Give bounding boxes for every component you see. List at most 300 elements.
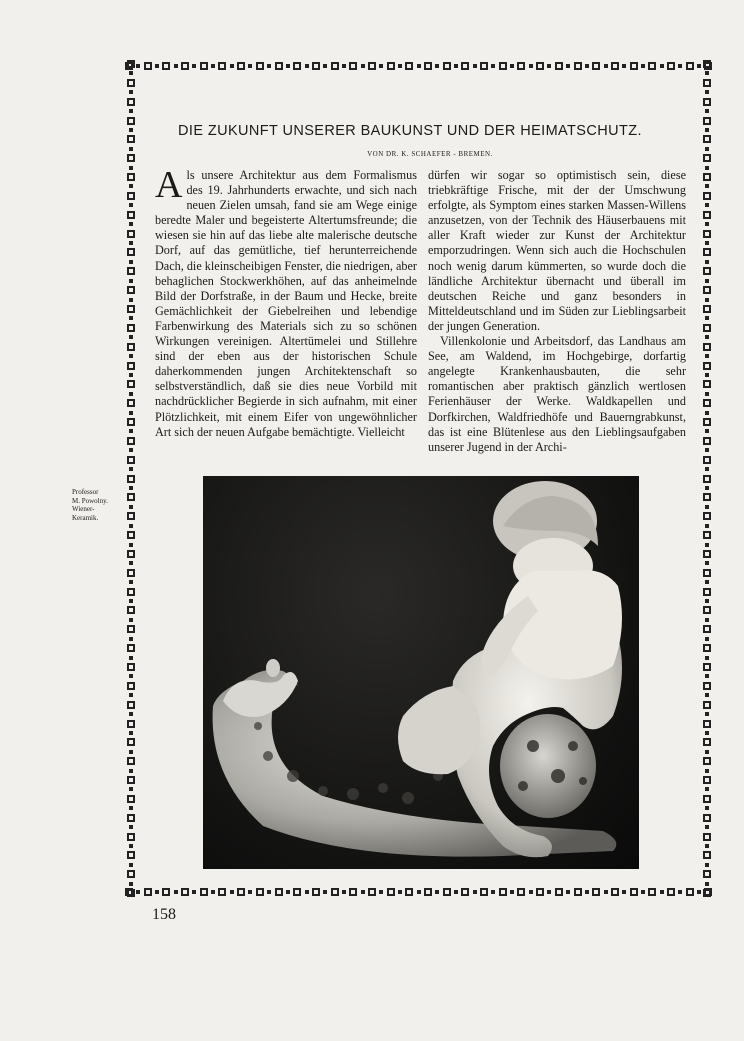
border-square-ornament (127, 644, 135, 652)
border-square-ornament (703, 418, 711, 426)
border-square-ornament (536, 888, 544, 896)
border-square-ornament (703, 79, 711, 87)
caption-line-4: Keramik. (72, 513, 99, 522)
photo-caption (72, 488, 132, 522)
article-byline: VON DR. K. SCHAEFER - BREMEN. (367, 150, 493, 158)
border-dot-ornament (529, 64, 533, 68)
border-dot-ornament (473, 890, 477, 894)
border-square-ornament (703, 606, 711, 614)
border-dot-ornament (129, 128, 133, 132)
border-square-ornament (703, 211, 711, 219)
border-square-ornament (574, 888, 582, 896)
border-dot-ornament (267, 890, 271, 894)
border-square-ornament (424, 62, 432, 70)
border-square-ornament (461, 62, 469, 70)
border-square-ornament (630, 888, 638, 896)
right-paragraph-2: Villenkolonie und Arbeitsdorf, das Landhaus am See, am Waldend, im Hochgebirge, dorfartig angelegte Krankenhausbauten, die sehr romantischen aber praktisch gänzlich wertlosen Ferienhäuser der Werke. Waldkapellen und Dorfkirchen, Waldfriedhöfe und Bauerngrabkunst, das ist eine Blütenlese aus den Lieblingsaufgaben unserer Jugend in der Archi- (428, 334, 686, 454)
border-dot-ornament (129, 543, 133, 547)
border-dot-ornament (705, 769, 709, 773)
border-square-ornament (648, 62, 656, 70)
border-dot-ornament (705, 693, 709, 697)
border-dot-ornament (129, 354, 133, 358)
border-dot-ornament (129, 882, 133, 886)
border-square-ornament (127, 98, 135, 106)
border-square-ornament (387, 888, 395, 896)
border-square-ornament (703, 475, 711, 483)
border-square-ornament (703, 173, 711, 181)
border-square-ornament (127, 776, 135, 784)
border-dot-ornament (129, 524, 133, 528)
border-square-ornament (127, 625, 135, 633)
border-dot-ornament (129, 712, 133, 716)
border-square-ornament (536, 62, 544, 70)
frame-border-left (125, 60, 137, 898)
border-square-ornament (667, 62, 675, 70)
border-square-ornament (480, 888, 488, 896)
border-square-ornament (127, 362, 135, 370)
border-dot-ornament (129, 674, 133, 678)
border-dot-ornament (129, 844, 133, 848)
border-square-ornament (127, 795, 135, 803)
border-dot-ornament (129, 580, 133, 584)
border-dot-ornament (211, 64, 215, 68)
border-dot-ornament (705, 750, 709, 754)
border-square-ornament (703, 60, 711, 68)
border-square-ornament (293, 888, 301, 896)
border-dot-ornament (129, 411, 133, 415)
border-square-ornament (703, 720, 711, 728)
border-dot-ornament (129, 769, 133, 773)
border-square-ornament (648, 888, 656, 896)
border-dot-ornament (660, 890, 664, 894)
border-dot-ornament (155, 890, 159, 894)
border-dot-ornament (705, 844, 709, 848)
border-dot-ornament (174, 64, 178, 68)
border-square-ornament (256, 62, 264, 70)
border-square-ornament (703, 795, 711, 803)
border-dot-ornament (705, 637, 709, 641)
border-dot-ornament (230, 890, 234, 894)
border-square-ornament (703, 380, 711, 388)
border-square-ornament (237, 62, 245, 70)
border-square-ornament (127, 248, 135, 256)
border-square-ornament (218, 888, 226, 896)
border-square-ornament (703, 531, 711, 539)
border-square-ornament (275, 888, 283, 896)
border-dot-ornament (286, 64, 290, 68)
border-square-ornament (592, 888, 600, 896)
border-square-ornament (127, 889, 135, 897)
border-square-ornament (703, 701, 711, 709)
border-square-ornament (630, 62, 638, 70)
border-dot-ornament (705, 354, 709, 358)
border-dot-ornament (705, 599, 709, 603)
border-square-ornament (703, 814, 711, 822)
border-dot-ornament (566, 64, 570, 68)
border-square-ornament (703, 625, 711, 633)
border-square-ornament (368, 62, 376, 70)
border-square-ornament (127, 475, 135, 483)
border-dot-ornament (641, 64, 645, 68)
border-square-ornament (703, 343, 711, 351)
caption-line-1: Professor (72, 488, 99, 496)
border-dot-ornament (129, 222, 133, 226)
border-dot-ornament (305, 890, 309, 894)
border-square-ornament (443, 888, 451, 896)
border-square-ornament (127, 550, 135, 558)
border-dot-ornament (248, 64, 252, 68)
border-square-ornament (480, 62, 488, 70)
border-dot-ornament (129, 109, 133, 113)
border-square-ornament (703, 192, 711, 200)
border-dot-ornament (705, 71, 709, 75)
border-square-ornament (162, 888, 170, 896)
border-dot-ornament (473, 64, 477, 68)
border-square-ornament (555, 888, 563, 896)
border-square-ornament (127, 588, 135, 596)
border-square-ornament (703, 286, 711, 294)
border-dot-ornament (398, 890, 402, 894)
border-dot-ornament (604, 64, 608, 68)
border-dot-ornament (510, 64, 514, 68)
border-dot-ornament (705, 806, 709, 810)
border-square-ornament (703, 154, 711, 162)
border-dot-ornament (622, 890, 626, 894)
border-dot-ornament (705, 580, 709, 584)
border-square-ornament (574, 62, 582, 70)
frame-border-right (701, 60, 713, 898)
border-dot-ornament (705, 411, 709, 415)
border-dot-ornament (435, 64, 439, 68)
border-square-ornament (499, 888, 507, 896)
border-dot-ornament (129, 203, 133, 207)
border-dot-ornament (129, 656, 133, 660)
border-square-ornament (127, 286, 135, 294)
border-dot-ornament (585, 64, 589, 68)
border-dot-ornament (129, 863, 133, 867)
border-dot-ornament (417, 64, 421, 68)
border-square-ornament (368, 888, 376, 896)
border-dot-ornament (192, 64, 196, 68)
border-dot-ornament (129, 241, 133, 245)
border-dot-ornament (678, 64, 682, 68)
border-square-ornament (703, 757, 711, 765)
border-dot-ornament (129, 316, 133, 320)
border-square-ornament (349, 62, 357, 70)
border-square-ornament (443, 62, 451, 70)
border-square-ornament (703, 870, 711, 878)
border-dot-ornament (705, 392, 709, 396)
frame-border-top (125, 60, 713, 72)
border-dot-ornament (342, 890, 346, 894)
border-dot-ornament (660, 64, 664, 68)
border-dot-ornament (705, 147, 709, 151)
border-dot-ornament (417, 890, 421, 894)
border-dot-ornament (705, 241, 709, 245)
border-dot-ornament (323, 64, 327, 68)
border-dot-ornament (129, 561, 133, 565)
border-square-ornament (703, 663, 711, 671)
border-dot-ornament (230, 64, 234, 68)
border-square-ornament (162, 62, 170, 70)
border-square-ornament (686, 888, 694, 896)
border-dot-ornament (705, 109, 709, 113)
border-dot-ornament (454, 64, 458, 68)
border-square-ornament (127, 418, 135, 426)
border-square-ornament (517, 888, 525, 896)
border-dot-ornament (705, 863, 709, 867)
border-square-ornament (703, 230, 711, 238)
border-dot-ornament (129, 392, 133, 396)
border-square-ornament (703, 493, 711, 501)
border-dot-ornament (129, 618, 133, 622)
border-dot-ornament (705, 712, 709, 716)
border-square-ornament (127, 324, 135, 332)
border-square-ornament (127, 814, 135, 822)
border-square-ornament (592, 62, 600, 70)
border-dot-ornament (491, 64, 495, 68)
border-square-ornament (127, 154, 135, 162)
border-square-ornament (703, 305, 711, 313)
border-dot-ornament (705, 524, 709, 528)
border-square-ornament (703, 456, 711, 464)
border-square-ornament (127, 135, 135, 143)
border-square-ornament (144, 62, 152, 70)
border-square-ornament (275, 62, 283, 70)
border-dot-ornament (705, 731, 709, 735)
border-square-ornament (200, 888, 208, 896)
border-square-ornament (218, 62, 226, 70)
border-dot-ornament (174, 890, 178, 894)
border-dot-ornament (705, 448, 709, 452)
border-square-ornament (387, 62, 395, 70)
border-dot-ornament (622, 64, 626, 68)
border-square-ornament (703, 135, 711, 143)
border-square-ornament (127, 305, 135, 313)
border-square-ornament (127, 851, 135, 859)
border-dot-ornament (705, 882, 709, 886)
border-square-ornament (293, 62, 301, 70)
border-dot-ornament (211, 890, 215, 894)
text-column-right (428, 168, 686, 455)
border-square-ornament (127, 663, 135, 671)
border-dot-ornament (510, 890, 514, 894)
border-dot-ornament (129, 448, 133, 452)
border-dot-ornament (129, 806, 133, 810)
sculpture-illustration (203, 476, 639, 869)
border-dot-ornament (129, 731, 133, 735)
border-dot-ornament (129, 599, 133, 603)
border-dot-ornament (566, 890, 570, 894)
border-dot-ornament (705, 260, 709, 264)
border-square-ornament (127, 701, 135, 709)
border-square-ornament (127, 738, 135, 746)
border-dot-ornament (379, 64, 383, 68)
drop-cap: A (155, 164, 183, 206)
border-dot-ornament (705, 184, 709, 188)
border-dot-ornament (705, 543, 709, 547)
border-square-ornament (703, 588, 711, 596)
border-square-ornament (127, 606, 135, 614)
border-dot-ornament (267, 64, 271, 68)
border-dot-ornament (705, 279, 709, 283)
border-dot-ornament (529, 890, 533, 894)
border-dot-ornament (129, 166, 133, 170)
border-square-ornament (127, 230, 135, 238)
border-square-ornament (461, 888, 469, 896)
border-square-ornament (405, 888, 413, 896)
frame-border-bottom (125, 886, 713, 898)
text-column-left (155, 164, 417, 440)
border-dot-ornament (705, 166, 709, 170)
border-dot-ornament (705, 373, 709, 377)
border-square-ornament (517, 62, 525, 70)
border-dot-ornament (705, 618, 709, 622)
border-square-ornament (703, 117, 711, 125)
border-square-ornament (237, 888, 245, 896)
border-square-ornament (703, 512, 711, 520)
border-square-ornament (703, 248, 711, 256)
border-square-ornament (127, 117, 135, 125)
border-square-ornament (256, 888, 264, 896)
article-title: DIE ZUKUNFT UNSERER BAUKUNST UND DER HEIMATSCHUTZ. (178, 123, 642, 139)
caption-line-3: Wiener- (72, 505, 95, 513)
border-dot-ornament (435, 890, 439, 894)
border-dot-ornament (705, 561, 709, 565)
border-square-ornament (331, 888, 339, 896)
border-dot-ornament (248, 890, 252, 894)
border-square-ornament (667, 888, 675, 896)
border-dot-ornament (705, 335, 709, 339)
border-dot-ornament (705, 674, 709, 678)
border-square-ornament (611, 62, 619, 70)
border-square-ornament (127, 173, 135, 181)
border-dot-ornament (129, 637, 133, 641)
border-dot-ornament (547, 64, 551, 68)
border-dot-ornament (641, 890, 645, 894)
border-square-ornament (703, 437, 711, 445)
border-square-ornament (312, 62, 320, 70)
border-square-ornament (686, 62, 694, 70)
border-square-ornament (703, 738, 711, 746)
border-dot-ornament (361, 64, 365, 68)
border-square-ornament (703, 362, 711, 370)
border-square-ornament (127, 456, 135, 464)
border-dot-ornament (705, 467, 709, 471)
border-dot-ornament (342, 64, 346, 68)
border-dot-ornament (129, 825, 133, 829)
border-dot-ornament (305, 64, 309, 68)
border-square-ornament (611, 888, 619, 896)
ceramic-sculpture-photo (203, 476, 639, 869)
border-dot-ornament (129, 429, 133, 433)
border-square-ornament (127, 720, 135, 728)
border-dot-ornament (129, 467, 133, 471)
border-dot-ornament (705, 203, 709, 207)
border-square-ornament (127, 60, 135, 68)
border-dot-ornament (286, 890, 290, 894)
border-dot-ornament (705, 90, 709, 94)
border-dot-ornament (454, 890, 458, 894)
border-square-ornament (127, 399, 135, 407)
border-square-ornament (127, 79, 135, 87)
border-square-ornament (127, 682, 135, 690)
border-dot-ornament (129, 298, 133, 302)
border-dot-ornament (705, 128, 709, 132)
border-dot-ornament (585, 890, 589, 894)
border-square-ornament (349, 888, 357, 896)
border-square-ornament (127, 531, 135, 539)
border-dot-ornament (705, 486, 709, 490)
border-dot-ornament (678, 890, 682, 894)
border-square-ornament (703, 267, 711, 275)
border-dot-ornament (705, 787, 709, 791)
border-dot-ornament (705, 222, 709, 226)
border-square-ornament (127, 267, 135, 275)
border-dot-ornament (192, 890, 196, 894)
border-square-ornament (127, 211, 135, 219)
border-dot-ornament (129, 279, 133, 283)
border-square-ornament (127, 870, 135, 878)
border-square-ornament (424, 888, 432, 896)
border-dot-ornament (155, 64, 159, 68)
border-square-ornament (703, 98, 711, 106)
border-dot-ornament (705, 505, 709, 509)
left-column-text: ls unsere Architektur aus dem Formalismus des 19. Jahrhunderts erwachte, und sich nach neuen Zielen umsah, fand sie am Wege einige beredte Maler und begeisterte Altertumsfreunde; die wiesen sie hin auf das liebe alte malerische deutsche Dorf, auf das gemütliche, tief herunterreichende Dach, die kleinscheibigen Fenster, die niedrigen, aber behaglichen Stockwerkhöhen, auf das anheimelnde Bild der Dorfstraße, in der Baum und Hecke, breite Gemächlichkeit der Giebelreihen und lebendige Farbenwirkung des Materials sich zu so schönen Wirkungen vereinigen. Altertümelei und Stillehre sind der eben aus der historischen Schule daherkommenden jungen Architektenschaft so selbstverständlich, daß sie dies neue Vorbild mit nachdrücklicher Begierde in sich aufnahm, mit einer Plötzlichkeit, mit einem Eifer von ungewöhnlicher Art sich der neuen Aufgabe bemächtigte. Vielleicht (155, 168, 417, 439)
border-square-ornament (127, 569, 135, 577)
border-square-ornament (703, 776, 711, 784)
border-dot-ornament (129, 693, 133, 697)
border-dot-ornament (705, 825, 709, 829)
border-dot-ornament (129, 787, 133, 791)
border-dot-ornament (129, 335, 133, 339)
border-dot-ornament (129, 184, 133, 188)
border-square-ornament (703, 833, 711, 841)
border-dot-ornament (129, 750, 133, 754)
border-square-ornament (200, 62, 208, 70)
border-square-ornament (703, 851, 711, 859)
border-dot-ornament (323, 890, 327, 894)
border-square-ornament (499, 62, 507, 70)
border-square-ornament (703, 682, 711, 690)
caption-line-2: M. Powolny. (72, 496, 108, 505)
border-square-ornament (703, 324, 711, 332)
border-dot-ornament (129, 373, 133, 377)
border-dot-ornament (705, 656, 709, 660)
border-dot-ornament (398, 64, 402, 68)
border-square-ornament (181, 62, 189, 70)
right-paragraph-1: dürfen wir sogar so optimistisch sein, diese triebkräftige Frische, mit der der Umschwung erfolgte, als Symptom eines starken Massen-Willens anzusetzen, von der Technik des Häuserbauens mit aller Kraft wieder zur Kunst der Architektur emporzudringen. Wenn sich auch die Hochschulen noch wenig darum kümmerten, so wurde doch die ländliche Architektur übernacht und überall im deutschen Reiche und ganz besonders in Mitteldeutschland und im Süden zur Lieblingsarbeit der jungen Generation. (428, 168, 686, 333)
border-square-ornament (331, 62, 339, 70)
border-square-ornament (703, 569, 711, 577)
border-square-ornament (405, 62, 413, 70)
border-square-ornament (127, 343, 135, 351)
border-square-ornament (703, 644, 711, 652)
border-square-ornament (127, 192, 135, 200)
border-dot-ornament (491, 890, 495, 894)
border-square-ornament (144, 888, 152, 896)
border-square-ornament (127, 833, 135, 841)
border-square-ornament (312, 888, 320, 896)
border-dot-ornament (129, 90, 133, 94)
border-square-ornament (127, 757, 135, 765)
page-number: 158 (152, 906, 176, 923)
border-dot-ornament (705, 429, 709, 433)
border-dot-ornament (705, 316, 709, 320)
border-dot-ornament (129, 71, 133, 75)
border-square-ornament (181, 888, 189, 896)
border-dot-ornament (604, 890, 608, 894)
